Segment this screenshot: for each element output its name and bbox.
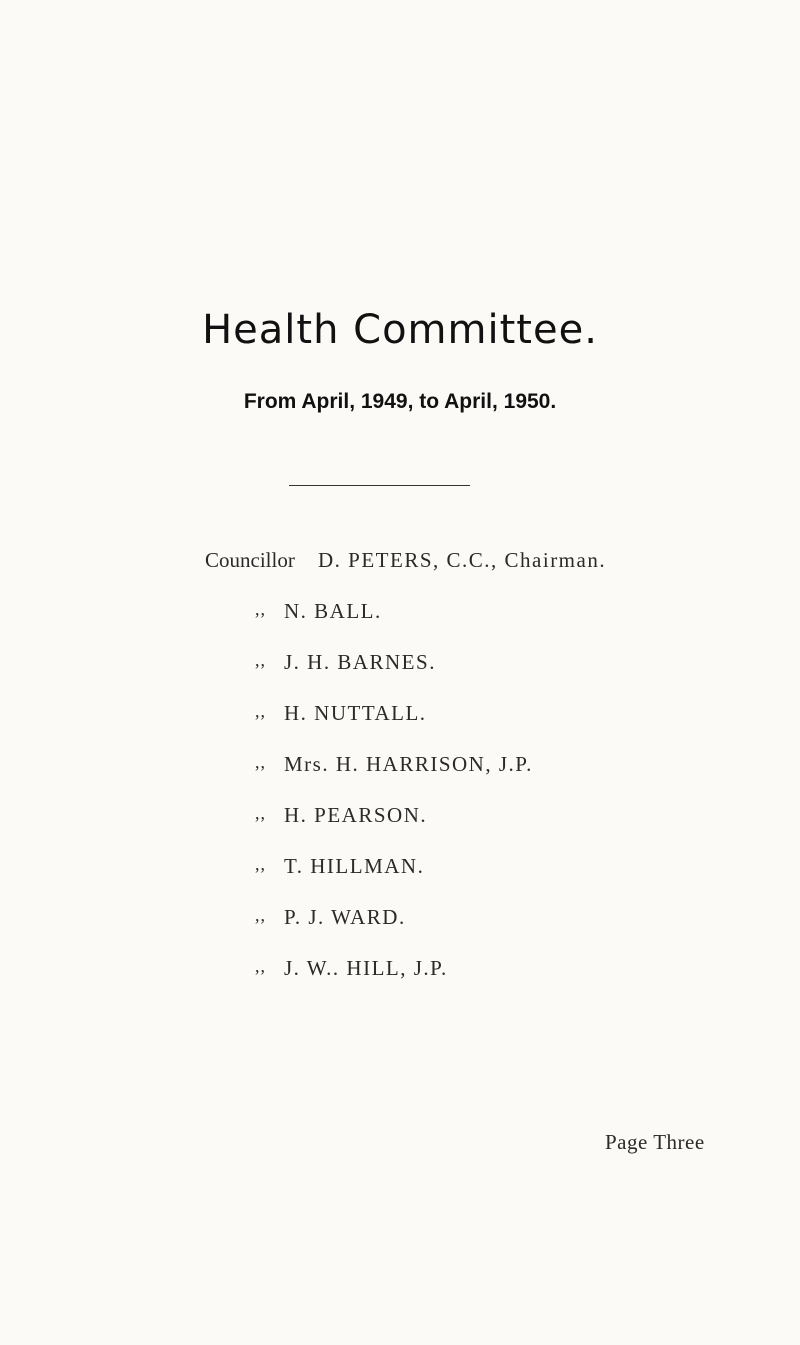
page-number-label: Page Three <box>605 1130 705 1154</box>
member-name: J. H. BARNES. <box>284 650 436 674</box>
ditto-mark: ,, <box>255 599 266 619</box>
page-title: Health Committee. <box>202 307 598 353</box>
ditto-mark: ,, <box>255 803 266 823</box>
member-name: H. NUTTALL. <box>284 701 427 725</box>
ditto-mark: ,, <box>255 701 266 721</box>
ditto-mark: ,, <box>255 905 266 925</box>
member-name: D. PETERS, C.C., Chairman. <box>318 548 607 572</box>
ditto-mark: ,, <box>255 854 266 874</box>
member-name: N. BALL. <box>284 599 382 623</box>
member-name: T. HILLMAN. <box>284 854 425 878</box>
ditto-mark: ,, <box>255 956 266 976</box>
ditto-mark: ,, <box>255 650 266 670</box>
date-range-subtitle: From April, 1949, to April, 1950. <box>243 390 557 413</box>
divider-rule <box>289 485 470 486</box>
member-name: J. W.. HILL, J.P. <box>284 956 448 980</box>
member-name: H. PEARSON. <box>284 803 428 827</box>
member-title-prefix: Councillor <box>205 548 295 572</box>
member-name: P. J. WARD. <box>284 905 406 929</box>
member-name: Mrs. H. HARRISON, J.P. <box>284 752 533 776</box>
ditto-mark: ,, <box>255 752 266 772</box>
